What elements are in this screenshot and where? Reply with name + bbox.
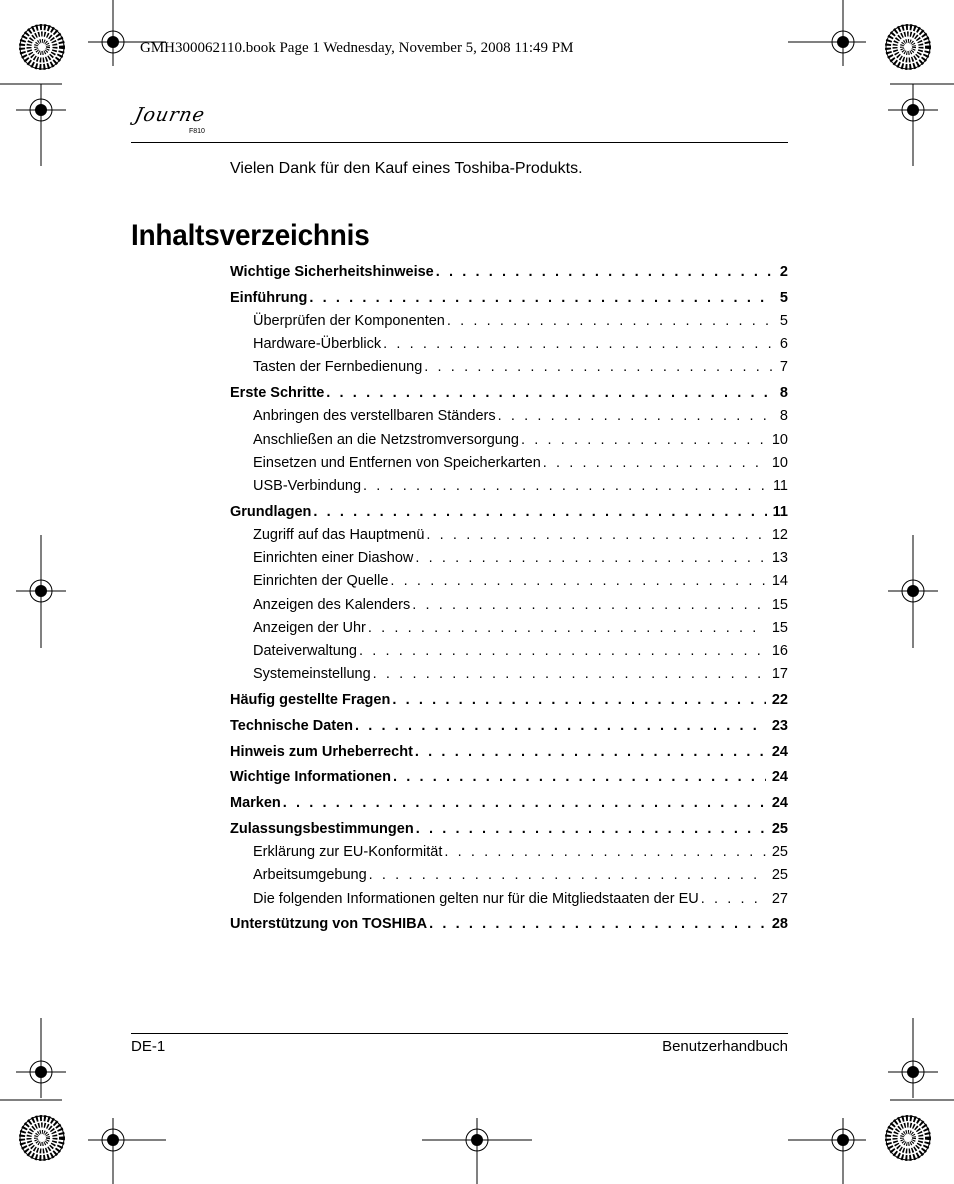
toc-entry-title: Systemeinstellung	[253, 666, 371, 683]
toc-leader-dots	[543, 455, 766, 471]
toc-entry-page: 14	[771, 573, 788, 590]
toc-leader-dots	[326, 385, 772, 401]
toc-entry[interactable]	[230, 504, 788, 520]
toc-entry-title: Erste Schritte	[230, 385, 325, 402]
toc-entry-title: Einrichten der Quelle	[253, 573, 389, 590]
toc-leader-dots	[309, 290, 772, 306]
toc-leader-dots	[521, 432, 766, 448]
toc-entry-page: 5	[779, 313, 788, 329]
toc-entry-title: Wichtige Informationen	[230, 769, 391, 786]
logo-word: Journe	[132, 104, 208, 126]
toc-entry-title: Einführung	[230, 289, 308, 306]
footer-rule	[131, 1033, 788, 1034]
logo-model: F810	[189, 128, 205, 135]
toc-entry-title: Zugriff auf das Hauptmenü	[253, 527, 425, 543]
toc-leader-dots	[369, 867, 766, 883]
toc-leader-dots	[363, 478, 767, 494]
toc-entry-title: Anzeigen der Uhr	[253, 619, 366, 636]
toc-entry[interactable]	[230, 573, 788, 589]
toc-leader-dots	[283, 795, 766, 811]
toc-entry-page: 25	[771, 844, 788, 861]
toc-leader-dots	[412, 597, 766, 613]
toc-entry-page: 25	[771, 821, 788, 837]
toc-leader-dots	[392, 692, 766, 708]
toc-entry[interactable]	[230, 821, 788, 837]
toc-leader-dots	[359, 643, 766, 659]
toc-entry-title: Einrichten einer Diashow	[253, 550, 414, 567]
toc-entry-page: 13	[771, 550, 788, 567]
page-title: Inhaltsverzeichnis	[131, 219, 370, 252]
toc-leader-dots	[416, 821, 766, 837]
toc-leader-dots	[436, 264, 772, 280]
toc-leader-dots	[426, 527, 765, 543]
toc-entry-page: 6	[779, 336, 788, 353]
toc-leader-dots	[383, 336, 772, 352]
toc-leader-dots	[429, 916, 766, 932]
toc-entry-title: Anbringen des verstellbaren Ständers	[253, 408, 496, 425]
toc-leader-dots	[415, 550, 765, 566]
toc-entry[interactable]	[230, 666, 788, 682]
file-header: GMH300062110.book Page 1 Wednesday, November 5, 2008 11:49 PM	[140, 40, 574, 56]
toc-entry[interactable]	[230, 597, 788, 613]
toc-leader-dots	[355, 718, 766, 734]
toc-entry[interactable]	[230, 408, 788, 424]
toc-entry-title: Wichtige Sicherheitshinweise	[230, 264, 434, 280]
toc-entry-page: 10	[771, 454, 788, 471]
toc-entry-page: 22	[771, 692, 788, 708]
toc-entry[interactable]	[230, 432, 788, 448]
toc-leader-dots	[373, 666, 766, 682]
toc-entry-page: 15	[771, 596, 788, 613]
toc-entry-page: 24	[771, 769, 788, 786]
page-number: DE-1	[131, 1038, 166, 1055]
toc-entry-title: Technische Daten	[230, 717, 354, 734]
toc-entry-title: Arbeitsumgebung	[253, 867, 367, 884]
toc-entry[interactable]	[230, 867, 788, 883]
toc-entry[interactable]	[230, 336, 788, 352]
toc-entry-page: 24	[771, 743, 788, 760]
toc-entry-title: Zulassungsbestimmungen	[230, 821, 414, 837]
toc-entry-page: 28	[771, 916, 788, 933]
journe-logo	[133, 102, 223, 142]
toc-entry-title: Dateiverwaltung	[253, 643, 357, 659]
toc-entry[interactable]	[230, 916, 788, 932]
toc-leader-dots	[313, 504, 766, 520]
toc-entry-title: Die folgenden Informationen gelten nur für die Mitgliedstaaten der EU	[253, 890, 699, 907]
toc-entry-title: Überprüfen der Komponenten	[253, 313, 445, 329]
toc-entry-page: 8	[779, 385, 788, 402]
toc-entry[interactable]	[230, 264, 788, 280]
toc-entry-title: Anschließen an die Netzstromversorgung	[253, 431, 519, 448]
toc-entry[interactable]	[230, 643, 788, 659]
toc-entry-page: 12	[771, 527, 788, 543]
toc-entry-title: Grundlagen	[230, 503, 312, 520]
toc-entry-page: 16	[771, 643, 788, 659]
toc-entry[interactable]	[230, 692, 788, 708]
toc-leader-dots	[424, 359, 772, 375]
toc-entry-title: Tasten der Fernbedienung	[253, 359, 423, 376]
toc-entry[interactable]	[230, 891, 788, 907]
toc-entry-title: Hardware-Überblick	[253, 336, 382, 353]
intro-text: Vielen Dank für den Kauf eines Toshiba-Produkts.	[230, 160, 583, 177]
toc-leader-dots	[444, 844, 765, 860]
toc-entry[interactable]	[230, 478, 788, 494]
toc-entry-page: 25	[771, 867, 788, 884]
toc-entry-page: 11	[772, 503, 788, 520]
toc-entry-page: 15	[771, 619, 788, 636]
toc-leader-dots	[701, 891, 766, 907]
toc-entry[interactable]	[230, 744, 788, 760]
toc-entry[interactable]	[230, 455, 788, 471]
toc-entry-page: 5	[779, 289, 788, 306]
toc-entry[interactable]	[230, 359, 788, 375]
toc-leader-dots	[368, 620, 766, 636]
toc-entry-title: Häufig gestellte Fragen	[230, 692, 391, 708]
toc-entry[interactable]	[230, 527, 788, 543]
toc-entry-page: 27	[771, 890, 788, 907]
toc-leader-dots	[390, 573, 765, 589]
header-rule	[131, 142, 788, 143]
toc-leader-dots	[447, 313, 772, 329]
toc-entry[interactable]	[230, 844, 788, 860]
toc-entry[interactable]	[230, 795, 788, 811]
toc-entry-page: 11	[772, 478, 788, 494]
toc-entry-page: 17	[771, 666, 788, 683]
toc-entry-page: 8	[779, 408, 788, 425]
toc-entry-page: 7	[779, 359, 788, 376]
toc-entry[interactable]	[230, 550, 788, 566]
toc-leader-dots	[498, 408, 772, 424]
toc-leader-dots	[415, 744, 766, 760]
manual-name: Benutzerhandbuch	[662, 1038, 788, 1055]
toc-entry-title: Marken	[230, 795, 281, 812]
toc-entry-page: 2	[779, 264, 788, 280]
toc-entry[interactable]	[230, 290, 788, 306]
toc-entry[interactable]	[230, 620, 788, 636]
toc-entry-page: 10	[771, 431, 788, 448]
toc-entry-title: USB-Verbindung	[253, 478, 362, 494]
toc-entry[interactable]	[230, 313, 788, 329]
toc-entry-page: 24	[771, 795, 788, 812]
toc-leader-dots	[393, 769, 766, 785]
toc-entry[interactable]	[230, 769, 788, 785]
toc-entry-title: Einsetzen und Entfernen von Speicherkarten	[253, 454, 541, 471]
toc-entry-page: 23	[771, 717, 788, 734]
toc-entry[interactable]	[230, 385, 788, 401]
toc-entry-title: Erklärung zur EU-Konformität	[253, 844, 443, 861]
toc-entry-title: Unterstützung von TOSHIBA	[230, 916, 428, 933]
toc-entry-title: Hinweis zum Urheberrecht	[230, 743, 413, 760]
toc-entry-title: Anzeigen des Kalenders	[253, 596, 411, 613]
toc-entry[interactable]	[230, 718, 788, 734]
